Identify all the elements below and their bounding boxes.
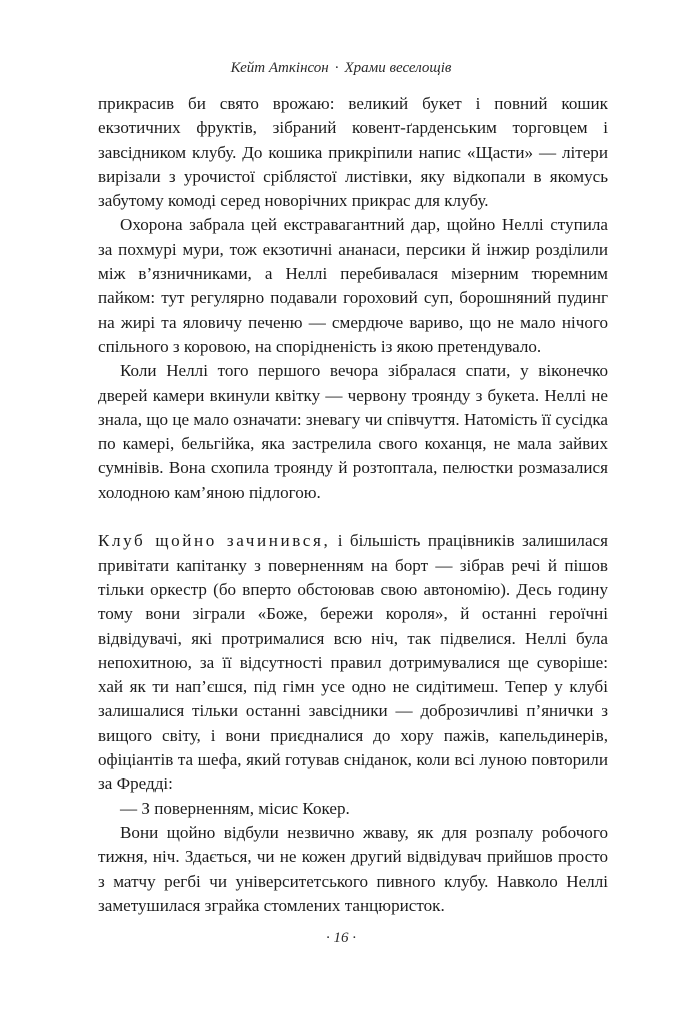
author-name: Кейт Аткінсон xyxy=(230,60,329,76)
section-opening-text: і більшість працівників залишилася привітати капітанку з поверненням на борт — зібрав речі й пішов тільки оркестр (бо вперто обстоював свою автономію). Десь годину тому вони зіграли «Боже, бережи короля», й останні героїчні відвідувачі, які протрималися всю ніч, так підвелися. Неллі була непохитною, за її відсутності правил дотримувалися ще суворіше: хай як ти нап’єшся, під гімн усе одно не сидітимеш. Тепер у клубі залишалися тільки останні завсідники — доброзичливі п’янички з вищого світу, і вони приєдналися до хору пажів, капельдинерів, офіціантів та шефа, який готував сніданок, коли всі луною повторили за Фредді: xyxy=(98,531,608,794)
body-text xyxy=(98,92,608,918)
dialogue-line: — З поверненням, місис Кокер. xyxy=(120,798,350,818)
header-separator: · xyxy=(334,60,339,76)
paragraph-continued: прикрасив би свято врожаю: великий букет і повний кошик екзотичних фруктів, зібраний ковент-ґарденським торговцем і завсідником клубу. До кошика прикріпили напис «Щасти» — літери вирізали з урочистої сріблястої листівки, яку відкопали в якомусь забутому комоді серед новорічних прикрас для клубу. xyxy=(98,94,608,211)
paragraph: Охорона забрала цей екстравагантний дар, щойно Неллі ступила за похмурі мури, тож екзотичні ананаси, персики й інжир розділили між в’язничниками, а Неллі перебивалася мізерним тюремним пайком: тут регулярно подавали гороховий суп, борошняний пудинг на жирі та яловичу печеню — смердюче вариво, що не мало нічого спільного з коровою, на спорідненість із якою претендувало. xyxy=(98,215,608,356)
section-opening-paragraph xyxy=(98,529,608,796)
page-number: · 16 · xyxy=(326,930,356,946)
paragraph: Вони щойно відбули незвично жваву, як для розпалу робочого тижня, ніч. Здається, чи не кожен другий відвідувач прийшов просто з матчу регбі чи університетського пивного клубу. Навколо Неллі заметушилася зграйка стомлених танцюристок. xyxy=(98,822,608,915)
paragraph: Коли Неллі того першого вечора зібралася спати, у віконечко дверей камери вкинули квітку — червону троянду з букета. Неллі не знала, що це мало означати: зневагу чи співчуття. Натомість її сусідка по камері, бельгійка, яка застрелила свого коханця, не мала зайвих сумнівів. Вона схопила троянду й розтоптала, пелюстки розмазалися холодною кам’яною підлогою. xyxy=(98,361,608,502)
book-title: Храми веселощів xyxy=(344,60,452,76)
running-head xyxy=(0,60,682,77)
section-break xyxy=(98,505,608,529)
section-lead-in: Клуб щойно зачинився, xyxy=(98,531,331,551)
